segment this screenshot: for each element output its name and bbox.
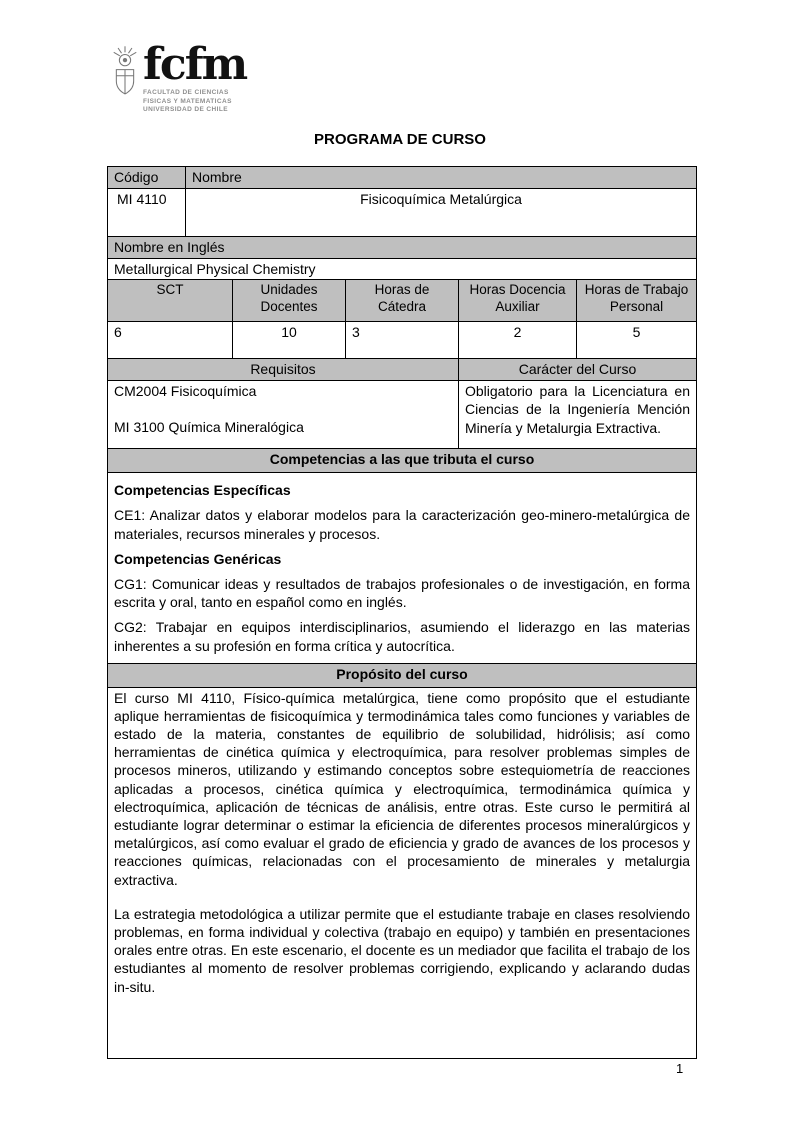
hours-table xyxy=(107,279,697,359)
ce1-paragraph: CE1: Analizar datos y elaborar modelos para la caracterización geo-minero-metalúrgica de materiales, recursos minerales y procesos. xyxy=(114,507,690,542)
proposito-content-cell xyxy=(108,687,697,1058)
english-name-header-cell: Nombre en Inglés xyxy=(108,237,697,259)
logo-text-block xyxy=(143,39,247,115)
competencias-section-header-cell: Competencias a las que tributa el curso xyxy=(108,449,697,473)
table-row xyxy=(108,449,697,473)
nombre-value-cell: Fisicoquímica Metalúrgica xyxy=(186,189,697,237)
sct-value-cell: 6 xyxy=(108,322,233,359)
horas-catedra-value-cell: 3 xyxy=(346,322,459,359)
requisitos-value-cell xyxy=(108,381,459,449)
competencias-genericas-title: Competencias Genéricas xyxy=(114,550,282,567)
table-row xyxy=(108,663,697,687)
competencias-content-cell xyxy=(108,473,697,664)
cg1-paragraph: CG1: Comunicar ideas y resultados de trabajos profesionales o de investigación, en forma escrita y oral, tanto en español como en inglés. xyxy=(114,575,690,611)
codigo-header-cell: Código xyxy=(108,167,186,189)
page-number: 1 xyxy=(676,1061,684,1076)
proposito-paragraph-2: La estrategia metodológica a utilizar permite que el estudiante trabaje en clases resolviendo problemas, en forma individual y colectiva (trabajo en equipo) y también en presentaciones orales entre otras. En este escenario, el docente es un mediador que facilita el trabajo de los estudiantes al momento de resolver problemas corrigiendo, explicando y aclarando dudas in-situ. xyxy=(114,905,690,995)
caracter-header-cell: Carácter del Curso xyxy=(459,359,697,381)
table-row xyxy=(108,359,697,381)
sct-header-cell: SCT xyxy=(108,280,233,322)
table-row xyxy=(108,280,697,322)
table-row xyxy=(108,189,697,237)
horas-docencia-auxiliar-header-cell: Horas Docencia Auxiliar xyxy=(459,280,577,322)
proposito-section-header-cell: Propósito del curso xyxy=(108,663,697,687)
table-row xyxy=(108,237,697,259)
requisito-item: MI 3100 Química Mineralógica xyxy=(114,419,304,436)
course-id-table xyxy=(107,166,697,237)
requisitos-table xyxy=(107,358,697,449)
fcfm-logotype: fcfm xyxy=(143,39,247,90)
codigo-value-cell: MI 4110 xyxy=(108,189,186,237)
cg2-paragraph: CG2: Trabajar en equipos interdisciplinarios, asumiendo el liderazgo en las materias inherentes a su profesión en forma crítica y autocrítica. xyxy=(114,619,690,654)
logo-caption xyxy=(143,89,246,115)
table-row xyxy=(108,167,697,189)
requisitos-header-cell: Requisitos xyxy=(108,359,459,381)
table-row xyxy=(108,322,697,359)
english-name-value-cell: Metallurgical Physical Chemistry xyxy=(108,259,697,280)
table-row xyxy=(108,473,697,664)
table-row xyxy=(108,381,697,449)
table-row xyxy=(108,259,697,280)
logo-caption-line: FACULTAD DE CIENCIAS xyxy=(143,88,229,96)
uchile-crest-icon xyxy=(112,46,138,102)
horas-catedra-header-cell: Horas de Cátedra xyxy=(346,280,459,322)
nombre-header-cell: Nombre xyxy=(186,167,697,189)
fcfm-logo xyxy=(112,39,247,115)
logo-caption-line: FISICAS Y MATEMATICAS xyxy=(143,97,232,105)
horas-docencia-auxiliar-value-cell: 2 xyxy=(459,322,577,359)
horas-trabajo-personal-header-cell: Horas de Trabajo Personal xyxy=(577,280,697,322)
table-row xyxy=(108,687,697,1058)
caracter-value-cell: Obligatorio para la Licenciatura en Ciencias de la Ingeniería Mención Minería y Metalurgia Extractiva. xyxy=(459,381,697,449)
unidades-docentes-header-cell: Unidades Docentes xyxy=(233,280,346,322)
logo-caption-line: UNIVERSIDAD DE CHILE xyxy=(143,106,228,114)
spacer xyxy=(114,400,452,418)
horas-trabajo-personal-value-cell: 5 xyxy=(577,322,697,359)
competencias-especificas-title: Competencias Específicas xyxy=(114,482,291,499)
unidades-docentes-value-cell: 10 xyxy=(233,322,346,359)
document-title: PROGRAMA DE CURSO xyxy=(314,131,486,148)
proposito-paragraph-1: El curso MI 4110, Físico-química metalúrgica, tiene como propósito que el estudiante aplique herramientas de fisicoquímica y termodinámica tales como funciones y variables de estado de la materia, constantes de equilibrio de solubilidad, hidrólisis; así como herramientas de cinética química y electroquímica, para resolver problemas simples de procesos mineros, utilizando y estimando conceptos sobre estequiometría de reacciones aplicadas a procesos, cinética química y electroquímica, termodinámica química y electroquímica, aplicación de técnicas de análisis, entre otras. Este curso le permitirá al estudiante lograr determinar o estimar la eficiencia de diferentes procesos mineralúrgicos y metalúrgicos, así como evaluar el grado de eficiencia y grado de avances de los procesos y reacciones químicas, relacionadas con el procesamiento de minerales y metalurgia extractiva. xyxy=(114,689,690,888)
competencias-proposito-table xyxy=(107,448,697,1059)
requisito-item: CM2004 Fisicoquímica xyxy=(114,383,257,400)
english-name-table xyxy=(107,236,697,280)
